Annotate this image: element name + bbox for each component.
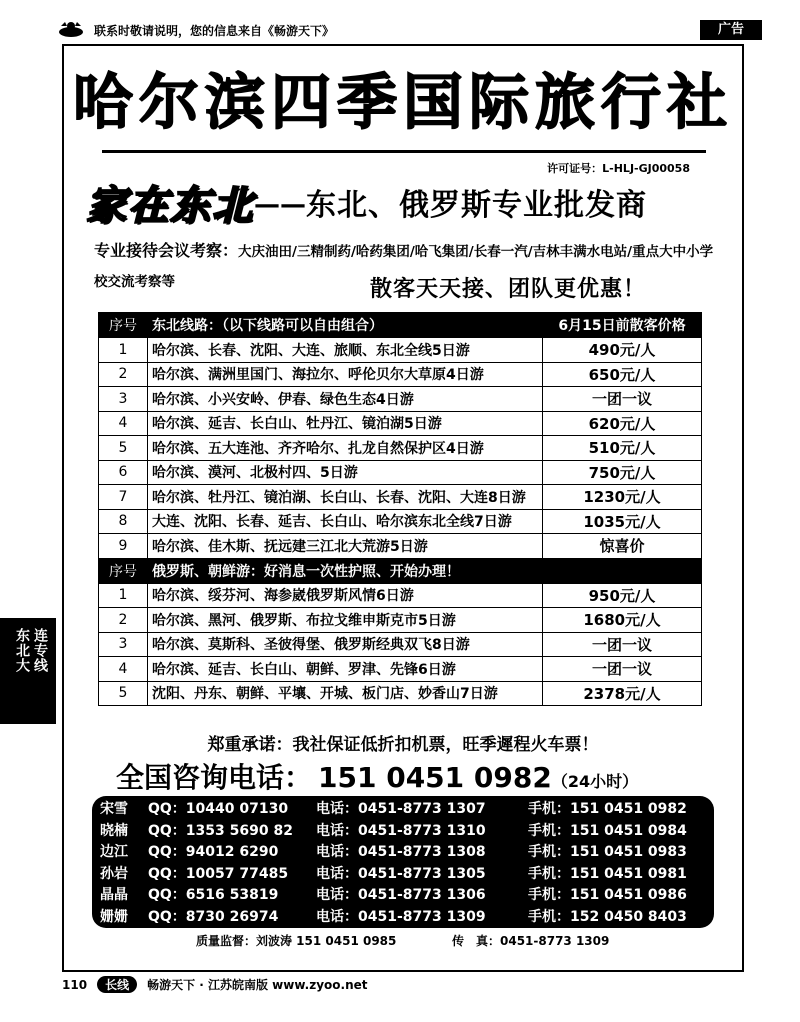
header-route: 东北线路：（以下线路可以自由组合） — [148, 313, 543, 338]
fax-number: 传 真：0451-8773 1309 — [452, 934, 610, 948]
northeast-header-row — [99, 313, 702, 338]
contact-name: 边江 — [100, 844, 128, 860]
route-price: 一团一议 — [543, 632, 702, 657]
slogan — [86, 174, 647, 229]
table-row — [99, 411, 702, 436]
route-no: 5 — [99, 681, 148, 706]
contact-row — [100, 798, 708, 820]
contact-mobile: 手机：151 0451 0984 — [528, 822, 687, 839]
magazine-logo-icon — [58, 20, 84, 38]
table-row — [99, 657, 702, 682]
table-row — [99, 362, 702, 387]
routes-table — [98, 312, 702, 706]
special-reception-text: 大庆油田/三精制药/哈药集团/哈飞集团/长春一汽/吉林丰满水电站/重点大中小学校交流考察等 — [94, 244, 714, 290]
routes-table-body — [99, 313, 702, 706]
quality-supervision: 质量监督：刘波涛 151 0451 0985 — [196, 934, 397, 948]
page-footer — [62, 976, 762, 993]
contact-qq: QQ：6516 53819 — [148, 887, 279, 903]
contact-qq: QQ：1353 5690 82 — [148, 822, 293, 839]
contact-row — [100, 841, 708, 863]
route-price: 2378元/人 — [543, 681, 702, 706]
route-name: 哈尔滨、五大连池、齐齐哈尔、扎龙自然保护区4日游 — [148, 436, 543, 461]
route-no: 7 — [99, 485, 148, 510]
route-name: 哈尔滨、小兴安岭、伊春、绿色生态4日游 — [148, 387, 543, 412]
slogan-dash: —— — [254, 190, 306, 220]
promise-text: 郑重承诺：我社保证低折扣机票，旺季遲程火车票！ — [207, 735, 599, 755]
page-number: 110 — [62, 978, 88, 992]
section-side-tab — [0, 618, 56, 724]
contact-name: 孙岩 — [100, 865, 128, 882]
route-name: 哈尔滨、延吉、长白山、牡丹江、镜泊湖5日游 — [148, 411, 543, 436]
contact-row — [100, 863, 708, 885]
side-tab-text-1: 东北大 — [14, 628, 30, 673]
route-price: 750元/人 — [543, 460, 702, 485]
contact-phone: 电话：0451-8773 1308 — [316, 844, 486, 860]
slogan-wholesale: 东北、俄罗斯专业批发商 — [306, 188, 647, 223]
contact-phone: 电话：0451-8773 1309 — [316, 908, 486, 925]
contact-name: 晶晶 — [100, 887, 128, 903]
special-reception-label: 专业接待会议考察： — [94, 241, 239, 260]
route-price: 一团一议 — [543, 387, 702, 412]
table-row — [99, 583, 702, 608]
company-name: 哈尔滨四季国际旅行社 — [73, 68, 733, 138]
route-name: 哈尔滨、漠河、北极村四、5日游 — [148, 460, 543, 485]
route-no: 3 — [99, 387, 148, 412]
contact-phone: 电话：0451-8773 1306 — [316, 887, 486, 903]
route-no: 9 — [99, 534, 148, 559]
contact-qq: QQ：10057 77485 — [148, 865, 289, 882]
route-price: 650元/人 — [543, 362, 702, 387]
route-name: 大连、沈阳、长春、延吉、长白山、哈尔滨东北全线7日游 — [148, 509, 543, 534]
route-name: 哈尔滨、牡丹江、镜泊湖、长白山、长春、沈阳、大连8日游 — [148, 485, 543, 510]
route-no: 1 — [99, 583, 148, 608]
table-row — [99, 681, 702, 706]
table-row — [99, 534, 702, 559]
route-no: 8 — [99, 509, 148, 534]
section-badge: 长线 — [97, 976, 137, 993]
contact-qq: QQ：10440 07130 — [148, 801, 289, 817]
table-row — [99, 436, 702, 461]
hotline-hours: （24小时） — [551, 772, 639, 791]
advertisement-frame — [62, 44, 744, 972]
table-row — [99, 338, 702, 363]
route-price: 620元/人 — [543, 411, 702, 436]
hotline — [116, 756, 638, 796]
ad-label-badge: 广告 — [700, 20, 762, 40]
route-no: 4 — [99, 657, 148, 682]
route-name: 哈尔滨、绥芬河、海参崴俄罗斯风情6日游 — [148, 583, 543, 608]
route-price: 1680元/人 — [543, 608, 702, 633]
contact-phone: 电话：0451-8773 1307 — [316, 801, 486, 817]
hotline-label: 全国咨询电话： — [116, 761, 313, 794]
route-price: 510元/人 — [543, 436, 702, 461]
route-no: 6 — [99, 460, 148, 485]
divider — [102, 150, 706, 153]
contact-mobile: 手机：151 0451 0983 — [528, 844, 687, 860]
source-notice: 联系时敬请说明，您的信息来自《畅游天下》 — [94, 24, 335, 38]
route-no: 2 — [99, 608, 148, 633]
route-price: 1035元/人 — [543, 509, 702, 534]
table-row — [99, 509, 702, 534]
contact-mobile: 手机：151 0451 0982 — [528, 801, 687, 817]
contact-row — [100, 820, 708, 842]
route-price: 490元/人 — [543, 338, 702, 363]
hotline-number: 151 0451 0982 — [318, 761, 552, 794]
route-price: 一团一议 — [543, 657, 702, 682]
contact-mobile: 手机：151 0451 0981 — [528, 865, 687, 882]
route-name: 哈尔滨、延吉、长白山、朝鲜、罗津、先锋6日游 — [148, 657, 543, 682]
route-no: 3 — [99, 632, 148, 657]
header-route: 俄罗斯、朝鲜游：好消息一次性护照、开始办理！ — [148, 558, 702, 583]
daily-departure-slogan: 散客天天接、团队更优惠！ — [370, 277, 647, 302]
top-bar — [0, 18, 800, 42]
route-no: 1 — [99, 338, 148, 363]
route-name: 哈尔滨、长春、沈阳、大连、旅顺、东北全线5日游 — [148, 338, 543, 363]
contact-qq: QQ：8730 26974 — [148, 908, 279, 925]
route-name: 沈阳、丹东、朝鲜、平壤、开城、板门店、妙香山7日游 — [148, 681, 543, 706]
contact-qq: QQ：94012 6290 — [148, 844, 279, 860]
route-price: 1230元/人 — [543, 485, 702, 510]
contacts-panel — [92, 796, 714, 928]
contact-name: 宋雪 — [100, 801, 128, 817]
route-name: 哈尔滨、满洲里国门、海拉尔、呼伦贝尔大草原4日游 — [148, 362, 543, 387]
table-row — [99, 387, 702, 412]
table-row — [99, 460, 702, 485]
header-price: 6月15日前散客价格 — [543, 313, 702, 338]
header-no: 序号 — [99, 558, 148, 583]
table-row — [99, 632, 702, 657]
contact-phone: 电话：0451-8773 1305 — [316, 865, 486, 882]
route-name: 哈尔滨、佳木斯、抚远建三江北大荒游5日游 — [148, 534, 543, 559]
contact-name: 姗姗 — [100, 908, 128, 925]
table-row — [99, 608, 702, 633]
route-no: 5 — [99, 436, 148, 461]
contact-phone: 电话：0451-8773 1310 — [316, 822, 486, 839]
publication-name: 畅游天下 · 江苏皖南版 www.zyoo.net — [147, 978, 368, 992]
contact-row — [100, 884, 708, 906]
route-no: 2 — [99, 362, 148, 387]
contact-mobile: 手机：151 0451 0986 — [528, 887, 687, 903]
russia-header-row — [99, 558, 702, 583]
route-price: 惊喜价 — [543, 534, 702, 559]
route-no: 4 — [99, 411, 148, 436]
contact-name: 晓楠 — [100, 822, 128, 839]
slogan-brand: 家在东北 — [86, 183, 254, 229]
side-tab-text-2: 连专线 — [32, 628, 48, 673]
header-no: 序号 — [99, 313, 148, 338]
contact-mobile: 手机：152 0450 8403 — [528, 908, 687, 925]
license-number: 许可证号：L-HLJ-GJ00058 — [547, 162, 690, 175]
route-price: 950元/人 — [543, 583, 702, 608]
route-name: 哈尔滨、黑河、俄罗斯、布拉戈维申斯克市5日游 — [148, 608, 543, 633]
table-row — [99, 485, 702, 510]
contact-row — [100, 906, 708, 928]
route-name: 哈尔滨、莫斯科、圣彼得堡、俄罗斯经典双飞8日游 — [148, 632, 543, 657]
